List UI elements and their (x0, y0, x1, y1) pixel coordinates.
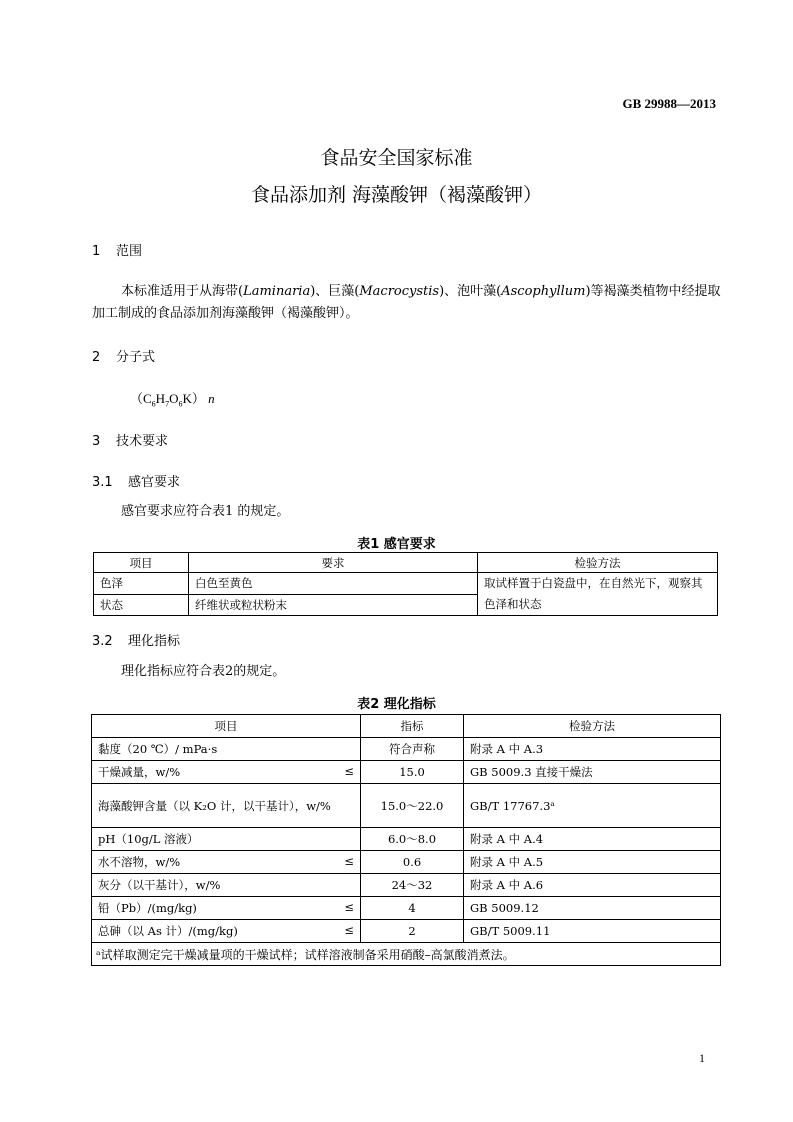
page-number: 1 (699, 1051, 705, 1065)
section-heading-formula (92, 346, 155, 365)
header-cell: 检验方法 (478, 553, 718, 573)
standard-code: GB 29988—2013 (622, 96, 716, 111)
sensory-paragraph: 感官要求应符合表1 的规定。 (121, 504, 290, 519)
header-cell: 指标 (361, 715, 464, 738)
sensory-table (93, 552, 718, 616)
section-heading-technical (92, 430, 168, 449)
header-cell: 项目 (94, 553, 189, 573)
table-cell: 附录 A 中 A.5 (464, 851, 721, 874)
table-cell: 水不溶物，w/% ≤ (92, 851, 361, 874)
table-header-row (94, 553, 718, 573)
table-footnote: ᵃ试样取测定完干燥减量项的干燥试样；试样溶液制备采用硝酸–高氯酸消煮法。 (92, 943, 721, 966)
header-cell: 要求 (189, 553, 478, 573)
table1-caption: 表1 感官要求 (357, 537, 436, 552)
header-cell: 检验方法 (464, 715, 721, 738)
document-subtitle: 食品添加剂 海藻酸钾（褐藻酸钾） (250, 184, 543, 206)
physchem-paragraph: 理化指标应符合表2的规定。 (121, 664, 286, 679)
document-title: 食品安全国家标准 (320, 147, 473, 169)
table-cell: GB/T 5009.11 (464, 920, 721, 943)
section-title: 感官要求 (128, 475, 181, 490)
section-title: 理化指标 (128, 634, 181, 649)
table-cell: 总砷（以 As 计）/(mg/kg) ≤ (92, 920, 361, 943)
section-heading-physchem (92, 630, 180, 649)
table2-caption: 表2 理化指标 (357, 697, 436, 712)
physchem-table (91, 714, 721, 966)
table-cell: 附录 A 中 A.3 (464, 738, 721, 761)
molecular-formula: $(C_6H_7O_6K)$ n (130, 391, 215, 409)
table-row (92, 874, 721, 897)
table-cell: 15.0～22.0 (361, 784, 464, 828)
table-header-row (92, 715, 721, 738)
table-cell: GB 5009.12 (464, 897, 721, 920)
table-cell: 色泽 (94, 573, 189, 595)
table-footnote-row (92, 943, 721, 966)
section-title: 分子式 (116, 350, 156, 365)
section-heading-sensory (92, 471, 180, 490)
table-cell: 黏度（20 ℃）/ mPa·s (92, 738, 361, 761)
table-cell: GB/T 17767.3ᵃ (464, 784, 721, 828)
section-number: 3.1 (92, 475, 113, 490)
table-cell: 0.6 (361, 851, 464, 874)
table-cell: 状态 (94, 594, 189, 616)
section-number: 3.2 (92, 634, 113, 649)
table-cell: 铅（Pb）/(mg/kg) ≤ (92, 897, 361, 920)
table-row (92, 897, 721, 920)
table-cell: 24～32 (361, 874, 464, 897)
table-row (92, 761, 721, 784)
section-number: 3 (92, 434, 101, 449)
table-cell: 附录 A 中 A.4 (464, 828, 721, 851)
table-cell: 白色至黄色 (189, 573, 478, 595)
header-cell: 项目 (92, 715, 361, 738)
table-cell: 2 (361, 920, 464, 943)
section-number: 2 (92, 350, 101, 365)
table-cell: 附录 A 中 A.6 (464, 874, 721, 897)
table-cell: 取试样置于白瓷盘中，在自然光下，观察其色泽和状态 (478, 573, 718, 616)
table-cell: 6.0～8.0 (361, 828, 464, 851)
table-row (94, 573, 718, 595)
table-cell: 4 (361, 897, 464, 920)
table-cell: pH（10g/L 溶液） (92, 828, 361, 851)
section-number: 1 (92, 244, 101, 259)
table-cell: 灰分（以干基计），w/% (92, 874, 361, 897)
section-heading-scope (92, 240, 142, 259)
table-row (92, 784, 721, 828)
table-cell: 15.0 (361, 761, 464, 784)
table-cell: GB 5009.3 直接干燥法 (464, 761, 721, 784)
table-row (92, 738, 721, 761)
table-row (92, 828, 721, 851)
section-title: 技术要求 (116, 434, 169, 449)
table-cell: 符合声称 (361, 738, 464, 761)
table-cell: 海藻酸钾含量（以 K₂O 计，以干基计），w/% (92, 784, 361, 828)
table-cell: 干燥减量，w/% ≤ (92, 761, 361, 784)
section-title: 范围 (116, 244, 143, 259)
table-row (92, 851, 721, 874)
table-cell: 纤维状或粒状粉末 (189, 594, 478, 616)
table-row (92, 920, 721, 943)
scope-paragraph: 本标准适用于从海带(Laminaria)、巨藻(Macrocystis)、泡叶藻(Ascophyllum)等褐藻类植物中经提取加工制成的食品添加剂海藻酸钾（褐藻酸钾）。 (92, 284, 721, 321)
